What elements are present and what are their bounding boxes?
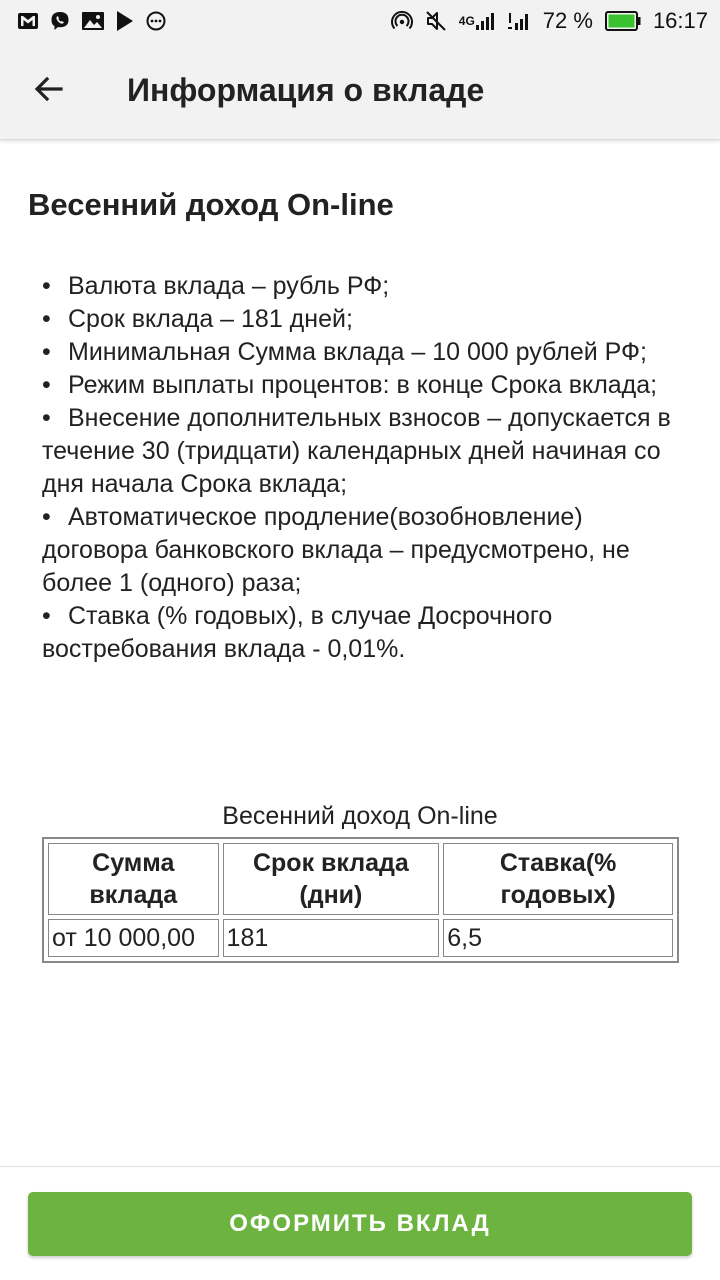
mute-icon	[425, 10, 447, 32]
condition-item: • Срок вклада – 181 дней;	[42, 303, 682, 336]
bullet-icon: •	[42, 503, 51, 531]
rate-table	[42, 837, 679, 963]
hotspot-icon	[391, 10, 413, 32]
deposit-conditions-list	[42, 270, 682, 666]
cell-amount: от 10 000,00	[48, 919, 219, 957]
gmail-icon	[18, 13, 38, 29]
open-deposit-button[interactable]: ОФОРМИТЬ ВКЛАД	[28, 1192, 692, 1256]
network-type-label: 4G	[458, 14, 475, 28]
status-bar	[0, 0, 720, 42]
system-indicators	[391, 8, 708, 34]
arrow-left-icon	[33, 73, 65, 110]
condition-item: • Внесение дополнительных взносов – допускается в течение 30 (тридцати) календарных дней начиная со дня начала Срока вклада;	[42, 404, 671, 498]
battery-icon	[605, 11, 641, 31]
page-title: Информация о вкладе	[127, 72, 485, 108]
cell-rate: 6,5	[443, 919, 673, 957]
bottom-divider	[0, 1166, 720, 1167]
back-button[interactable]	[24, 66, 74, 116]
condition-item: • Валюта вклада – рубль РФ;	[42, 270, 682, 303]
bullet-icon: •	[42, 272, 51, 300]
column-header-term: Срок вклада (дни)	[223, 843, 440, 915]
signal-icon	[459, 11, 495, 31]
condition-item: • Минимальная Сумма вклада – 10 000 рублей РФ;	[42, 336, 682, 369]
viber-icon	[50, 11, 70, 31]
bullet-icon: •	[42, 404, 51, 432]
bullet-icon: •	[42, 602, 51, 630]
app-bar	[0, 42, 720, 140]
clock: 16:17	[652, 8, 708, 33]
cell-term: 181	[223, 919, 440, 957]
condition-item: • Автоматическое продление(возобновление) договора банковского вклада – предусмотрено, не более 1 (одного) раза;	[42, 503, 630, 597]
column-header-amount: Сумма вклада	[48, 843, 219, 915]
battery-percentage: 72 %	[542, 8, 593, 33]
notification-icons	[18, 11, 166, 31]
table-row	[48, 919, 673, 957]
table-caption: Весенний доход On-line	[222, 802, 498, 830]
condition-item: • Режим выплаты процентов: в конце Срока вклада;	[42, 369, 682, 402]
bullet-icon: •	[42, 338, 51, 366]
gallery-icon	[82, 12, 104, 30]
condition-item: • Ставка (% годовых), в случае Досрочного востребования вклада - 0,01%.	[42, 602, 553, 663]
play-store-icon	[116, 11, 134, 31]
column-header-rate: Ставка(% годовых)	[443, 843, 673, 915]
more-notifications-icon	[146, 11, 166, 31]
table-header-row	[48, 843, 673, 915]
signal-icon-2	[507, 11, 531, 31]
bullet-icon: •	[42, 371, 51, 399]
bullet-icon: •	[42, 305, 51, 333]
deposit-title: Весенний доход On-line	[28, 187, 394, 222]
